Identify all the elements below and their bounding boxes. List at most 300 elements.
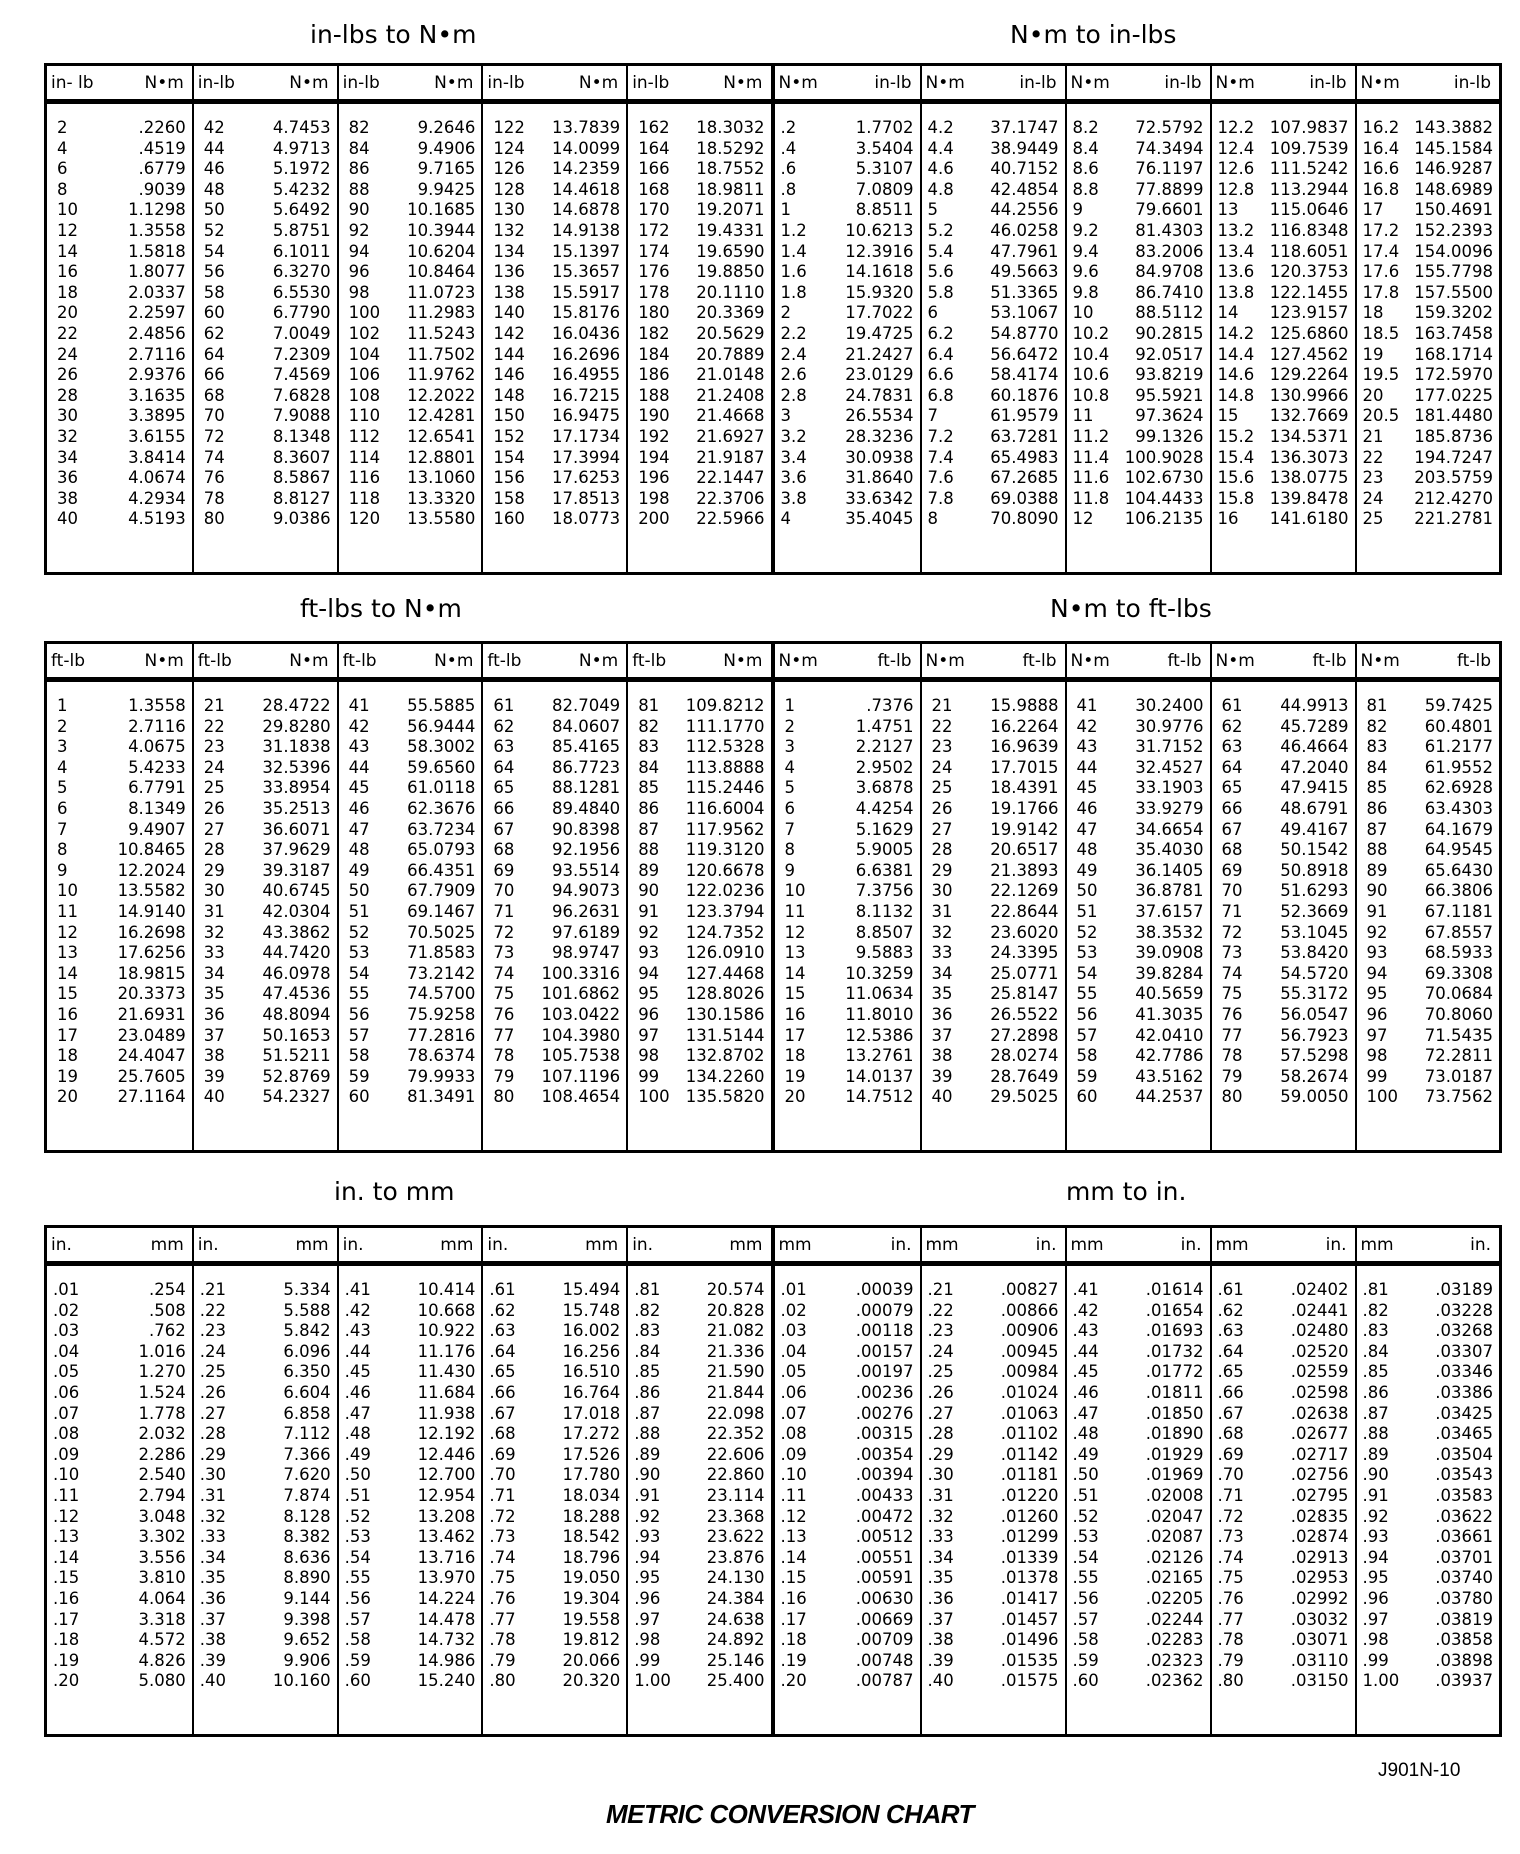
row-key: 64 <box>1221 757 1243 777</box>
row-value: 157.5500 <box>1414 282 1493 302</box>
table-row <box>483 758 626 779</box>
table-row <box>47 1568 192 1589</box>
table-row <box>1357 159 1500 180</box>
row-key: .84 <box>1362 1341 1389 1361</box>
table-row <box>483 1087 626 1108</box>
row-value: 67.2685 <box>990 468 1059 488</box>
table-column <box>1355 1228 1500 1734</box>
row-value: 22.352 <box>706 1424 765 1444</box>
row-value: .02283 <box>1145 1630 1204 1650</box>
row-key: 27 <box>203 819 225 839</box>
table-row <box>628 159 770 180</box>
header-key-label: mm <box>1070 1234 1104 1255</box>
table-row <box>1212 1404 1355 1425</box>
row-value: 74.3494 <box>1135 138 1204 158</box>
row-value: .00551 <box>855 1547 914 1567</box>
table-row <box>775 262 920 283</box>
row-key: 102 <box>348 323 381 343</box>
column-header <box>483 644 626 682</box>
row-key: 78 <box>203 488 225 508</box>
row-value: 5.080 <box>138 1671 186 1691</box>
row-key: .22 <box>927 1300 954 1320</box>
table-row <box>1212 345 1355 366</box>
table-row <box>339 737 482 758</box>
row-value: 51.5211 <box>262 1046 331 1066</box>
row-value: 19.8850 <box>696 262 765 282</box>
table-row <box>194 345 337 366</box>
table-row <box>922 1507 1065 1528</box>
row-key: 116 <box>348 468 381 488</box>
row-key: 73 <box>1221 943 1243 963</box>
table-row <box>1357 1651 1500 1672</box>
row-key: .34 <box>199 1547 227 1567</box>
table-row <box>194 1046 337 1067</box>
row-key: .94 <box>1362 1547 1389 1567</box>
row-key: 5 <box>927 200 938 220</box>
row-value: 3.556 <box>138 1547 186 1567</box>
row-value: 15.1397 <box>551 241 621 261</box>
row-key: 192 <box>638 426 670 446</box>
row-value: 40.5659 <box>1135 984 1204 1004</box>
row-value: 67.7909 <box>407 881 476 901</box>
row-value: 51.3365 <box>990 282 1059 302</box>
row-value: .02126 <box>1145 1547 1204 1567</box>
row-key: 130 <box>493 200 525 220</box>
row-key: .21 <box>927 1280 954 1299</box>
row-value: 15.5917 <box>551 282 621 302</box>
row-value: 21.082 <box>706 1321 765 1341</box>
row-key: 62 <box>203 323 225 343</box>
row-value: 73.0187 <box>1424 1066 1493 1086</box>
row-key: 13.6 <box>1217 262 1255 282</box>
row-value: 56.0547 <box>1280 1004 1349 1024</box>
row-key: .37 <box>927 1609 954 1629</box>
row-key: 63 <box>1221 737 1243 757</box>
row-value: 12.5386 <box>845 1025 914 1045</box>
table-row <box>339 180 482 201</box>
row-value: 13.462 <box>417 1527 476 1547</box>
table-row <box>628 820 770 841</box>
row-value: .00394 <box>855 1465 914 1485</box>
header-key-label: N•m <box>1070 650 1110 671</box>
table-row <box>483 262 626 283</box>
row-value: .254 <box>149 1280 186 1299</box>
row-value: 11.0723 <box>407 282 476 302</box>
table-row <box>628 365 770 386</box>
table-row <box>1067 758 1210 779</box>
column-header <box>775 66 920 104</box>
row-key: 64 <box>493 757 515 777</box>
row-key: 74 <box>1221 963 1243 983</box>
row-key: .15 <box>53 1568 80 1588</box>
row-value: 30.9776 <box>1135 716 1204 736</box>
table-row <box>628 1589 770 1610</box>
table-row <box>922 799 1065 820</box>
table-row <box>1212 758 1355 779</box>
header-key-label: ft-lb <box>51 650 85 671</box>
row-key: 90 <box>1366 881 1388 901</box>
table-row <box>1067 283 1210 304</box>
row-key: 29 <box>931 860 953 880</box>
row-value: 13.5582 <box>117 881 186 901</box>
table-row <box>1212 696 1355 717</box>
header-key-label: N•m <box>778 650 818 671</box>
row-key: 12.6 <box>1217 159 1255 179</box>
row-value: 77.8899 <box>1135 179 1204 199</box>
column-body <box>1212 104 1355 530</box>
table-row <box>1212 964 1355 985</box>
row-value: .03898 <box>1435 1650 1493 1670</box>
row-value: 8.1349 <box>128 798 186 818</box>
row-value: 9.906 <box>283 1650 331 1670</box>
table-row <box>922 448 1065 469</box>
table-row <box>339 696 482 717</box>
table-row <box>47 345 192 366</box>
row-key: .81 <box>634 1280 661 1299</box>
table-row <box>1357 242 1500 263</box>
row-value: .00669 <box>855 1609 914 1629</box>
row-value: .02638 <box>1290 1403 1349 1423</box>
row-key: 80 <box>203 509 225 529</box>
table-row <box>922 489 1065 510</box>
row-key: 84 <box>1366 757 1388 777</box>
row-value: .01654 <box>1145 1300 1204 1320</box>
table-row <box>483 1465 626 1486</box>
row-key: .29 <box>199 1444 227 1464</box>
row-key: .38 <box>927 1630 954 1650</box>
row-value: 16.7215 <box>551 385 621 405</box>
row-value: .508 <box>149 1300 186 1320</box>
table-row <box>1357 1321 1500 1342</box>
table-row <box>339 1610 482 1631</box>
row-key: .13 <box>53 1527 80 1547</box>
row-value: 18.5292 <box>696 138 765 158</box>
table-ftlb-nm <box>44 641 1502 1153</box>
row-key: 87 <box>1366 819 1388 839</box>
row-value: 31.1838 <box>262 737 331 757</box>
row-key: 53 <box>348 943 370 963</box>
table-row <box>339 1527 482 1548</box>
row-key: .06 <box>780 1382 807 1402</box>
table-column <box>192 66 337 572</box>
header-value-label: N•m <box>578 650 619 671</box>
row-key: .76 <box>1217 1588 1244 1608</box>
table-column <box>1065 644 1210 1150</box>
row-key: .49 <box>344 1444 371 1464</box>
table-row <box>1357 1301 1500 1322</box>
row-value: .03661 <box>1435 1527 1493 1547</box>
table-row <box>1212 262 1355 283</box>
table-row <box>1067 737 1210 758</box>
row-key: 49 <box>348 860 370 880</box>
row-value: 36.1405 <box>1135 860 1204 880</box>
row-value: 29.8280 <box>262 716 331 736</box>
row-key: 76 <box>1221 1004 1243 1024</box>
row-key: 8.6 <box>1072 159 1099 179</box>
table-column <box>47 1228 192 1734</box>
header-value-label: mm <box>729 1234 763 1255</box>
table-row <box>628 861 770 882</box>
row-value: 63.7234 <box>407 819 476 839</box>
table-row <box>47 840 192 861</box>
row-value: 16.2696 <box>551 344 621 364</box>
table-row <box>775 840 920 861</box>
table-row <box>483 881 626 902</box>
row-value: .02835 <box>1290 1506 1349 1526</box>
row-value: 4.572 <box>138 1630 186 1650</box>
row-key: .26 <box>199 1382 227 1402</box>
row-key: 82 <box>1366 716 1388 736</box>
table-row <box>339 1507 482 1528</box>
table-row <box>1212 1067 1355 1088</box>
table-row <box>1212 1026 1355 1047</box>
row-value: 19.4725 <box>845 323 914 343</box>
row-key: 200 <box>638 509 670 529</box>
row-value: 20.066 <box>562 1650 621 1670</box>
row-key: .51 <box>1072 1485 1099 1505</box>
table-row <box>194 386 337 407</box>
row-key: 33 <box>203 943 225 963</box>
row-value: 16.0436 <box>551 323 621 343</box>
row-key: .76 <box>489 1588 516 1608</box>
row-key: .90 <box>1362 1465 1389 1485</box>
table-row <box>1212 1362 1355 1383</box>
row-value: 5.588 <box>283 1300 331 1320</box>
row-value: 39.0908 <box>1135 943 1204 963</box>
table-row <box>922 1424 1065 1445</box>
table-row <box>339 1465 482 1486</box>
row-key: .45 <box>344 1362 371 1382</box>
column-body <box>1212 1266 1355 1692</box>
row-value: 14.9140 <box>117 901 186 921</box>
row-key: 61 <box>1221 696 1243 715</box>
table-row <box>1067 509 1210 530</box>
table-row <box>922 717 1065 738</box>
row-value: 76.1197 <box>1135 159 1204 179</box>
row-key: .98 <box>634 1630 661 1650</box>
table-row <box>628 1568 770 1589</box>
row-key: 55 <box>348 984 370 1004</box>
row-key: 51 <box>348 901 370 921</box>
table-row <box>483 1026 626 1047</box>
row-key: .60 <box>344 1671 371 1691</box>
table-row <box>47 448 192 469</box>
row-key: 18 <box>784 1046 806 1066</box>
row-key: .67 <box>1217 1403 1244 1423</box>
row-key: 20.5 <box>1362 406 1400 426</box>
row-key: 10 <box>1072 303 1094 323</box>
table-row <box>194 1026 337 1047</box>
table-row <box>775 118 920 139</box>
row-key: .30 <box>199 1465 227 1485</box>
row-key: .24 <box>927 1341 954 1361</box>
table-column <box>337 644 482 1150</box>
table-row <box>1212 778 1355 799</box>
row-value: .762 <box>149 1321 186 1341</box>
row-key: 16 <box>57 262 78 282</box>
row-value: 221.2781 <box>1414 509 1493 529</box>
row-value: 24.892 <box>706 1630 765 1650</box>
table-row <box>47 1445 192 1466</box>
row-key: .03 <box>53 1321 80 1341</box>
row-value: .02047 <box>1145 1506 1204 1526</box>
row-value: .01181 <box>1000 1465 1059 1485</box>
row-key: 29 <box>203 860 225 880</box>
row-value: 101.6862 <box>541 984 621 1004</box>
row-value: 23.622 <box>706 1527 765 1547</box>
table-row <box>339 468 482 489</box>
row-key: 118 <box>348 488 381 508</box>
table-column <box>1355 644 1500 1150</box>
header-key-label: in. <box>342 1234 364 1255</box>
row-key: 39 <box>203 1066 225 1086</box>
row-key: .93 <box>634 1527 661 1547</box>
row-value: .6779 <box>138 159 186 179</box>
row-value: 7.6828 <box>272 385 331 405</box>
row-value: 35.2513 <box>262 798 331 818</box>
header-key-label: in. <box>197 1234 219 1255</box>
row-key: 92 <box>348 220 370 240</box>
row-value: 24.4047 <box>117 1046 186 1066</box>
row-key: 6.8 <box>927 385 954 405</box>
table-row <box>483 1589 626 1610</box>
row-key: 12.2 <box>1217 118 1255 137</box>
row-key: 96 <box>638 1004 660 1024</box>
table-row <box>1212 448 1355 469</box>
row-value: 100.9028 <box>1124 447 1204 467</box>
row-key: .63 <box>489 1321 516 1341</box>
row-value: 14.2359 <box>551 159 621 179</box>
header-key-label: N•m <box>778 72 818 93</box>
row-key: 32 <box>203 922 225 942</box>
row-key: .84 <box>634 1341 661 1361</box>
table-row <box>339 200 482 221</box>
row-value: 16.9475 <box>551 406 621 426</box>
row-value: 13.5580 <box>407 509 476 529</box>
table-row <box>1357 1404 1500 1425</box>
row-value: 12.2024 <box>117 860 186 880</box>
row-value: 185.8736 <box>1414 426 1493 446</box>
table-row <box>47 242 192 263</box>
table-row <box>1212 902 1355 923</box>
row-key: 128 <box>493 179 525 199</box>
row-value: 7.9088 <box>272 406 331 426</box>
table-row <box>1357 180 1500 201</box>
table-row <box>194 200 337 221</box>
row-key: 50 <box>203 200 225 220</box>
row-value: 2.2597 <box>128 303 186 323</box>
table-row <box>775 509 920 530</box>
row-key: 46 <box>203 159 225 179</box>
table-row <box>922 1465 1065 1486</box>
table-row <box>1067 1465 1210 1486</box>
row-key: 40 <box>931 1087 953 1107</box>
row-key: 1.6 <box>780 262 807 282</box>
table-row <box>339 1046 482 1067</box>
table-row <box>194 1445 337 1466</box>
row-value: 73.7562 <box>1424 1087 1493 1107</box>
row-key: 99 <box>1366 1066 1388 1086</box>
row-key: .71 <box>1217 1485 1244 1505</box>
table-row <box>922 1548 1065 1569</box>
row-key: 9.6 <box>1072 262 1099 282</box>
table-row <box>628 1610 770 1631</box>
row-key: 68 <box>493 840 515 860</box>
row-value: .00945 <box>1000 1341 1059 1361</box>
table-row <box>483 1486 626 1507</box>
row-key: 72 <box>493 922 515 942</box>
section-title-nm-to-ftlb: N•m to ft-lbs <box>1050 594 1212 623</box>
row-key: .61 <box>1217 1280 1244 1299</box>
table-row <box>1212 118 1355 139</box>
row-value: 58.4174 <box>990 365 1059 385</box>
row-key: 79 <box>493 1066 515 1086</box>
row-key: 66 <box>203 365 225 385</box>
table-row <box>339 799 482 820</box>
table-row <box>483 1067 626 1088</box>
row-value: 20.3373 <box>117 984 186 1004</box>
row-key: 1.00 <box>1362 1671 1400 1691</box>
row-value: 7.366 <box>283 1444 331 1464</box>
row-value: 9.4907 <box>128 819 186 839</box>
row-key: .08 <box>53 1424 80 1444</box>
row-key: .11 <box>53 1485 80 1505</box>
column-body <box>1067 1266 1210 1692</box>
row-value: 18.796 <box>562 1547 621 1567</box>
row-value: .03819 <box>1435 1609 1493 1629</box>
table-row <box>775 696 920 717</box>
table-row <box>47 1362 192 1383</box>
row-key: 6 <box>57 159 68 179</box>
column-body <box>1357 104 1500 530</box>
row-value: 109.7539 <box>1269 138 1349 158</box>
row-key: 9 <box>57 860 68 880</box>
row-key: 30 <box>931 881 953 901</box>
table-row <box>1357 1589 1500 1610</box>
table-row <box>47 159 192 180</box>
table-row <box>775 1610 920 1631</box>
row-key: .60 <box>1072 1671 1099 1691</box>
row-key: 47 <box>348 819 370 839</box>
table-row <box>483 984 626 1005</box>
row-key: .45 <box>1072 1362 1099 1382</box>
row-value: 38.3532 <box>1135 922 1204 942</box>
row-value: .9039 <box>138 179 186 199</box>
row-value: 56.9444 <box>407 716 476 736</box>
row-value: 5.4233 <box>128 757 186 777</box>
table-row <box>47 799 192 820</box>
row-key: 6 <box>927 303 938 323</box>
row-key: 104 <box>348 344 381 364</box>
table-row <box>1357 139 1500 160</box>
table-row <box>775 1026 920 1047</box>
column-body <box>1357 682 1500 1108</box>
table-row <box>775 283 920 304</box>
row-value: 113.2944 <box>1269 179 1349 199</box>
row-key: 172 <box>638 220 670 240</box>
table-row <box>194 365 337 386</box>
row-key: 62 <box>493 716 515 736</box>
row-key: 4 <box>57 138 68 158</box>
row-value: 72.2811 <box>1424 1046 1493 1066</box>
row-value: 56.7923 <box>1280 1025 1349 1045</box>
row-value: 22.5966 <box>696 509 765 529</box>
row-value: 155.7798 <box>1414 262 1493 282</box>
row-key: 5 <box>784 778 795 798</box>
row-key: .78 <box>1217 1630 1244 1650</box>
row-value: 20.5629 <box>696 323 765 343</box>
row-key: 50 <box>348 881 370 901</box>
